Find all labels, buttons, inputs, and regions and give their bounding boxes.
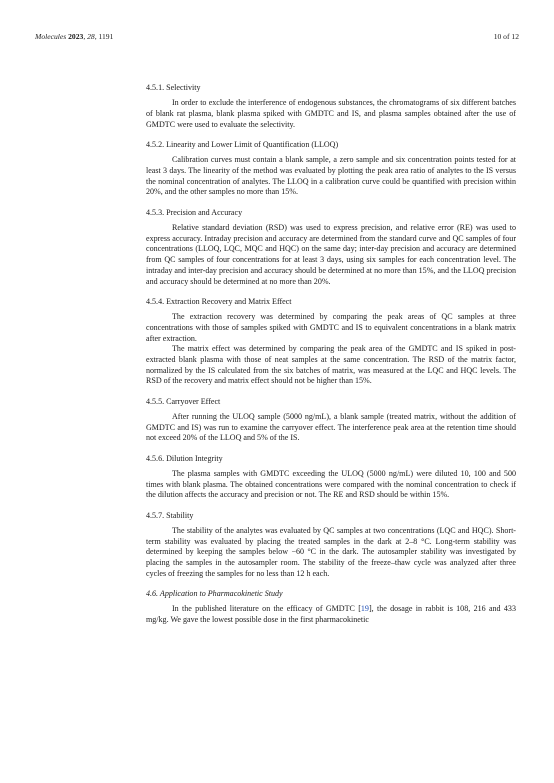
journal-year: 2023 (68, 32, 84, 41)
section-paragraph: Relative standard deviation (RSD) was used to express precision, and relative error (RE) was used to express accuracy. Intraday precision and accuracy are determined from the standard curve and QC samples of four concentrations (LLOQ, LQC, MQC and HQC) on the same day; inter-day precision and accuracy are determined from QC samples of four concentrations for at least 3 days, using six samples for each concentration level. The intraday and inter-day precision and accuracy should be determined at no more than 15%, and the LLOQ precision and accuracy should be determined at no more than 20%. (146, 223, 516, 286)
section-heading: 4.5.4. Extraction Recovery and Matrix Effect (146, 296, 292, 306)
journal-name: Molecules (35, 32, 67, 41)
section (146, 208, 516, 288)
section-paragraph: In order to exclude the interference of endogenous substances, the chromatograms of six different batches of blank rat plasma, blank plasma spiked with GMDTC and IS, and plasma samples obtained after the use of GMDTC were used to evaluate the selectivity. (146, 98, 516, 129)
journal-volume: 28 (87, 32, 95, 41)
section-paragraph: Calibration curves must contain a blank sample, a zero sample and six concentration points tested for at least 3 days. The linearity of the method was evaluated by plotting the peak area ratio of analytes to the IS versus the nominal concentration of analytes. The LLOQ in a calibration curve could be quantified with precision within 20%, and the other samples no more than 15%. (146, 155, 516, 197)
section (146, 140, 516, 198)
section-heading: 4.6. Application to Pharmacokinetic Study (146, 589, 283, 599)
section-paragraph: The extraction recovery was determined by comparing the peak areas of QC samples at three concentrations with those of samples spiked with GMDTC and IS to equivalent concentrations in a blank matrix after extraction. (146, 312, 516, 343)
section-paragraph: The stability of the analytes was evaluated by QC samples at two concentrations (LQC and HQC). Short-term stability was evaluated by placing the treated samples in the dark at 2–8 °C. Long-term stability was determined by keeping the samples below −60 °C in the dark. The autosampler stability was investigated by placing the samples in the autosampler room. The stability of the freeze–thaw cycle was analyzed after three cycles of freezing the samples for no less than 12 h each. (146, 525, 516, 578)
section-paragraph: The matrix effect was determined by comparing the peak area of the GMDTC and IS spiked in post-extracted blank plasma with those of neat samples at the same concentration. The RSD of the matrix factor, normalized by the IS calculated from the six batches of matrix, was measured at the LQC and HQC levels. The RSD of the recovery and matrix effect should not be higher than 15%. (146, 344, 516, 386)
section (146, 454, 516, 501)
page-header (35, 32, 519, 46)
section (146, 511, 516, 580)
section-paragraph (146, 604, 516, 625)
article-body (146, 83, 516, 635)
sections-container (146, 83, 516, 579)
section-pharmacokinetic-study (146, 589, 516, 626)
section-heading: 4.5.6. Dilution Integrity (146, 453, 223, 463)
journal-citation: Molecules 2023, 28, 1191 (35, 32, 114, 41)
section (146, 397, 516, 444)
section (146, 83, 516, 130)
section-heading: 4.5.5. Carryover Effect (146, 396, 221, 406)
section (146, 297, 516, 387)
section-heading: 4.5.2. Linearity and Lower Limit of Quantification (LLOQ) (146, 140, 339, 149)
section-heading: 4.5.1. Selectivity (146, 83, 201, 92)
article-number: 1191 (98, 32, 114, 41)
page-number: 10 of 12 (493, 32, 519, 41)
section-heading: 4.5.7. Stability (146, 510, 194, 520)
paragraph-text: ], the dosage in rabbit is 108, 216 and 433 mg/kg. We gave the lowest possible dose in the first pharmacokinetic (146, 604, 516, 625)
citation-link[interactable]: 19 (360, 604, 369, 614)
section-paragraph: The plasma samples with GMDTC exceeding the ULOQ (5000 ng/mL) were diluted 10, 100 and 500 times with blank plasma. The obtained concentrations were compared with the nominal concentration to check if the dilution affects the accuracy and precision or not. The RE and RSD should be within 15%. (146, 468, 516, 500)
paragraph-text: In the published literature on the efficacy of GMDTC [ (172, 604, 361, 614)
section-paragraph: After running the ULOQ sample (5000 ng/mL), a blank sample (treated matrix, without the addition of GMDTC and IS) was run to examine the carryover effect. The interference peak area at the retention time should not exceed 20% of the LLOQ and 5% of the IS. (146, 411, 516, 443)
section-heading: 4.5.3. Precision and Accuracy (146, 207, 243, 217)
